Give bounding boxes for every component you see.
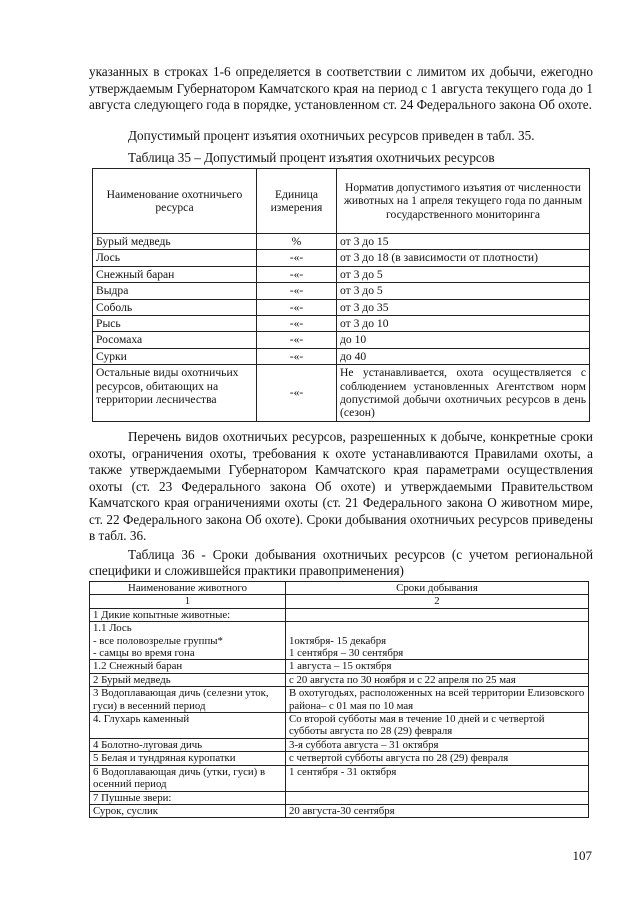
- table-row: [90, 765, 589, 791]
- table-cell: Сурки: [93, 348, 257, 364]
- table-cell: до 40: [337, 348, 590, 364]
- table-cell: -«-: [257, 250, 337, 266]
- table-row: [90, 608, 589, 621]
- table-cell: до 10: [337, 332, 590, 348]
- table-cell: 5 Белая и тундряная куропатки: [90, 752, 286, 765]
- table-cell: [286, 608, 589, 621]
- table-cell: от 3 до 5: [337, 266, 590, 282]
- table-cell: -«-: [257, 348, 337, 364]
- table36-caption: Таблица 36 - Сроки добывания охотничьих ресурсов (с учетом региональной специфики и сложившейся практики правоприменения): [89, 547, 593, 578]
- table-cell: -«-: [257, 316, 337, 332]
- table-row: [90, 713, 589, 739]
- table-cell: Лось: [93, 250, 257, 266]
- table-cell: с четвертой субботы августа по 28 (29) февраля: [286, 752, 589, 765]
- table-cell: 3 Водоплавающая дичь (селезни уток, гуси) в весенний период: [90, 687, 286, 713]
- intro-paragraph: указанных в строках 1-6 определяется в соответствии с лимитом их добычи, ежегодно утверждаемым Губернатором Камчатского края на период с 1 августа текущего года до 1 августа следующего года в порядке, установленном ст. 24 Федерального закона Об охоте.: [89, 64, 593, 112]
- header-cell: Норматив допустимого изъятия от численности животных на 1 апреля текущего года по данным государственного мониторинга: [337, 169, 590, 234]
- column-number-row: [90, 595, 589, 608]
- table-cell: 4 Болотно-луговая дичь: [90, 738, 286, 751]
- table-row: [90, 673, 589, 686]
- header-cell: Единица измерения: [257, 169, 337, 234]
- table-36: [89, 581, 589, 818]
- table-row: [93, 234, 590, 250]
- table-row: [90, 660, 589, 673]
- table-row: [93, 299, 590, 315]
- table-cell: -«-: [257, 283, 337, 299]
- table-cell: от 3 до 5: [337, 283, 590, 299]
- table-cell: от 3 до 10: [337, 316, 590, 332]
- table-header-row: [93, 169, 590, 234]
- column-number: 2: [286, 595, 589, 608]
- table-row: [90, 738, 589, 751]
- table-cell: 6 Водоплавающая дичь (утки, гуси) в осенний период: [90, 765, 286, 791]
- table-35: [92, 168, 590, 422]
- table-row: [90, 791, 589, 804]
- table-cell: -«-: [257, 365, 337, 422]
- table-cell: [286, 791, 589, 804]
- table-cell: 4. Глухарь каменный: [90, 713, 286, 739]
- table-cell: %: [257, 234, 337, 250]
- header-cell: Наименование охотничьего ресурса: [93, 169, 257, 234]
- table-row: [90, 622, 589, 660]
- table-cell: от 3 до 18 (в зависимости от плотности): [337, 250, 590, 266]
- page-number: 107: [572, 848, 592, 863]
- table-cell: Соболь: [93, 299, 257, 315]
- table-row: [90, 687, 589, 713]
- table-row: [90, 752, 589, 765]
- table-row: [93, 266, 590, 282]
- table-row: [93, 332, 590, 348]
- table-row: [93, 316, 590, 332]
- table-cell: 7 Пушные звери:: [90, 791, 286, 804]
- table-row: [90, 804, 589, 817]
- column-number: 1: [90, 595, 286, 608]
- table-cell: -«-: [257, 299, 337, 315]
- table-cell: Остальные виды охотничьих ресурсов, обитающих на территории лесничества: [93, 365, 257, 422]
- table-cell: 2 Бурый медведь: [90, 673, 286, 686]
- table-cell: 1 сентября - 31 октября: [286, 765, 589, 791]
- table-cell: -«-: [257, 332, 337, 348]
- table-cell: Бурый медведь: [93, 234, 257, 250]
- table-cell: 1.2 Снежный баран: [90, 660, 286, 673]
- table-cell: Не устанавливается, охота осуществляется с соблюдением установленных Агентством норм допустимой добычи охотничьих ресурсов в день (сезон): [337, 365, 590, 422]
- header-cell: Наименование животного: [90, 582, 286, 595]
- table35-caption: Таблица 35 – Допустимый процент изъятия охотничьих ресурсов: [128, 150, 495, 165]
- table-cell: Сурок, суслик: [90, 804, 286, 817]
- table-cell: Росомаха: [93, 332, 257, 348]
- table-cell: от 3 до 35: [337, 299, 590, 315]
- table-cell: -«-: [257, 266, 337, 282]
- table-cell: Со второй субботы мая в течение 10 дней и с четвертой субботы августа по 28 (29) февраля: [286, 713, 589, 739]
- table-row: [93, 348, 590, 364]
- table-cell: Выдра: [93, 283, 257, 299]
- table-cell: 1октября- 15 декабря 1 сентября – 30 сентября: [286, 622, 589, 660]
- table-cell: 1 августа – 15 октября: [286, 660, 589, 673]
- table-cell: с 20 августа по 30 ноября и с 22 апреля по 25 мая: [286, 673, 589, 686]
- table-row: [93, 250, 590, 266]
- table-header-row: [90, 582, 589, 595]
- table-cell: Рысь: [93, 316, 257, 332]
- intro-reference-line: Допустимый процент изъятия охотничьих ресурсов приведен в табл. 35.: [128, 128, 535, 143]
- hunting-rules-paragraph: Перечень видов охотничьих ресурсов, разрешенных к добыче, конкретные сроки охоты, ограничения охоты, требования к охоте устанавливаются Правилами охоты, а также утверждаемыми Губернатором Камчатского края параметрами осуществления охоты (ст. 23 Федерального закона Об охоте) и утверждаемыми Правительством Камчатского края ограничениями охоты (ст. 21 Федерального закона О животном мире, ст. 22 Федерального закона Об охоте). Сроки добывания охотничьих ресурсов приведены в табл. 36.: [89, 429, 593, 543]
- table-row: [93, 365, 590, 422]
- table-cell: 20 августа-30 сентября: [286, 804, 589, 817]
- table-cell: 3-я суббота августа – 31 октября: [286, 738, 589, 751]
- header-cell: Сроки добывания: [286, 582, 589, 595]
- table-cell: от 3 до 15: [337, 234, 590, 250]
- table-cell: 1.1 Лось - все половозрелые группы* - самцы во время гона: [90, 622, 286, 660]
- table-cell: Снежный баран: [93, 266, 257, 282]
- table-row: [93, 283, 590, 299]
- table-cell: 1 Дикие копытные животные:: [90, 608, 286, 621]
- table-cell: В охотугодьях, расположенных на всей территории Елизовского района– с 01 мая по 10 мая: [286, 687, 589, 713]
